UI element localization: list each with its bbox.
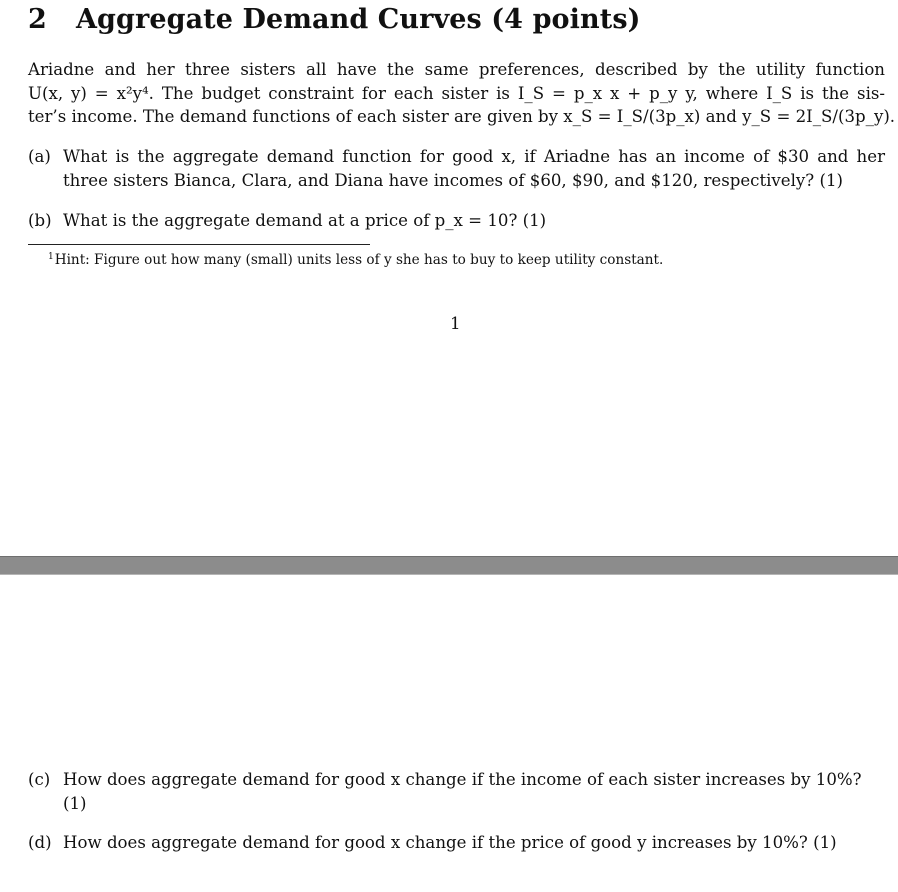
question-a-line-2: three sisters Bianca, Clara, and Diana have incomes of $60, $90, and $120, respectively? (1) bbox=[63, 170, 843, 190]
question-c-line-1: How does aggregate demand for good x change if the income of each sister increases by 10%? bbox=[63, 770, 862, 789]
question-b-text bbox=[63, 209, 885, 233]
question-a-text bbox=[63, 145, 885, 192]
question-c-text bbox=[63, 768, 885, 815]
question-c-label: (c) bbox=[28, 770, 51, 789]
question-a bbox=[28, 145, 885, 192]
intro-line-1: Ariadne and her three sisters all have the same preferences, described by the utility function bbox=[28, 60, 885, 79]
question-d-label: (d) bbox=[28, 833, 52, 852]
footnote-text: Hint: Figure out how many (small) units less of y she has to buy to keep utility constant. bbox=[54, 252, 664, 268]
question-d bbox=[28, 831, 885, 855]
question-d-text bbox=[63, 831, 885, 855]
section-heading bbox=[28, 4, 641, 35]
footnote bbox=[48, 248, 663, 269]
question-d-line-1: How does aggregate demand for good x change if the price of good y increases by 10%? (1) bbox=[63, 833, 837, 852]
page-lower bbox=[0, 575, 898, 892]
intro-line-2: U(x, y) = x²y⁴. The budget constraint for each sister is I_S = p_x x + p_y y, where I_S is the sis- bbox=[28, 83, 885, 103]
footnote-divider bbox=[28, 244, 370, 245]
question-b-line-1: What is the aggregate demand at a price of p_x = 10? (1) bbox=[63, 211, 547, 230]
question-c-line-2: (1) bbox=[63, 793, 87, 813]
question-b-label: (b) bbox=[28, 211, 52, 230]
page-number: 1 bbox=[450, 314, 461, 333]
intro-line-3: ter’s income. The demand functions of each sister are given by x_S = I_S/(3p_x) and y_S = 2I_S/(3p_y). bbox=[28, 107, 896, 126]
footnote-marker: 1 bbox=[48, 252, 54, 262]
section-title: Aggregate Demand Curves (4 points) bbox=[76, 4, 641, 35]
question-c bbox=[28, 768, 885, 815]
question-b bbox=[28, 209, 885, 233]
question-a-label: (a) bbox=[28, 147, 51, 166]
intro-paragraph bbox=[28, 58, 896, 129]
question-a-line-1: What is the aggregate demand function for good x, if Ariadne has an income of $30 and her bbox=[63, 147, 885, 166]
section-number: 2 bbox=[28, 4, 47, 35]
page-separator bbox=[0, 556, 898, 575]
